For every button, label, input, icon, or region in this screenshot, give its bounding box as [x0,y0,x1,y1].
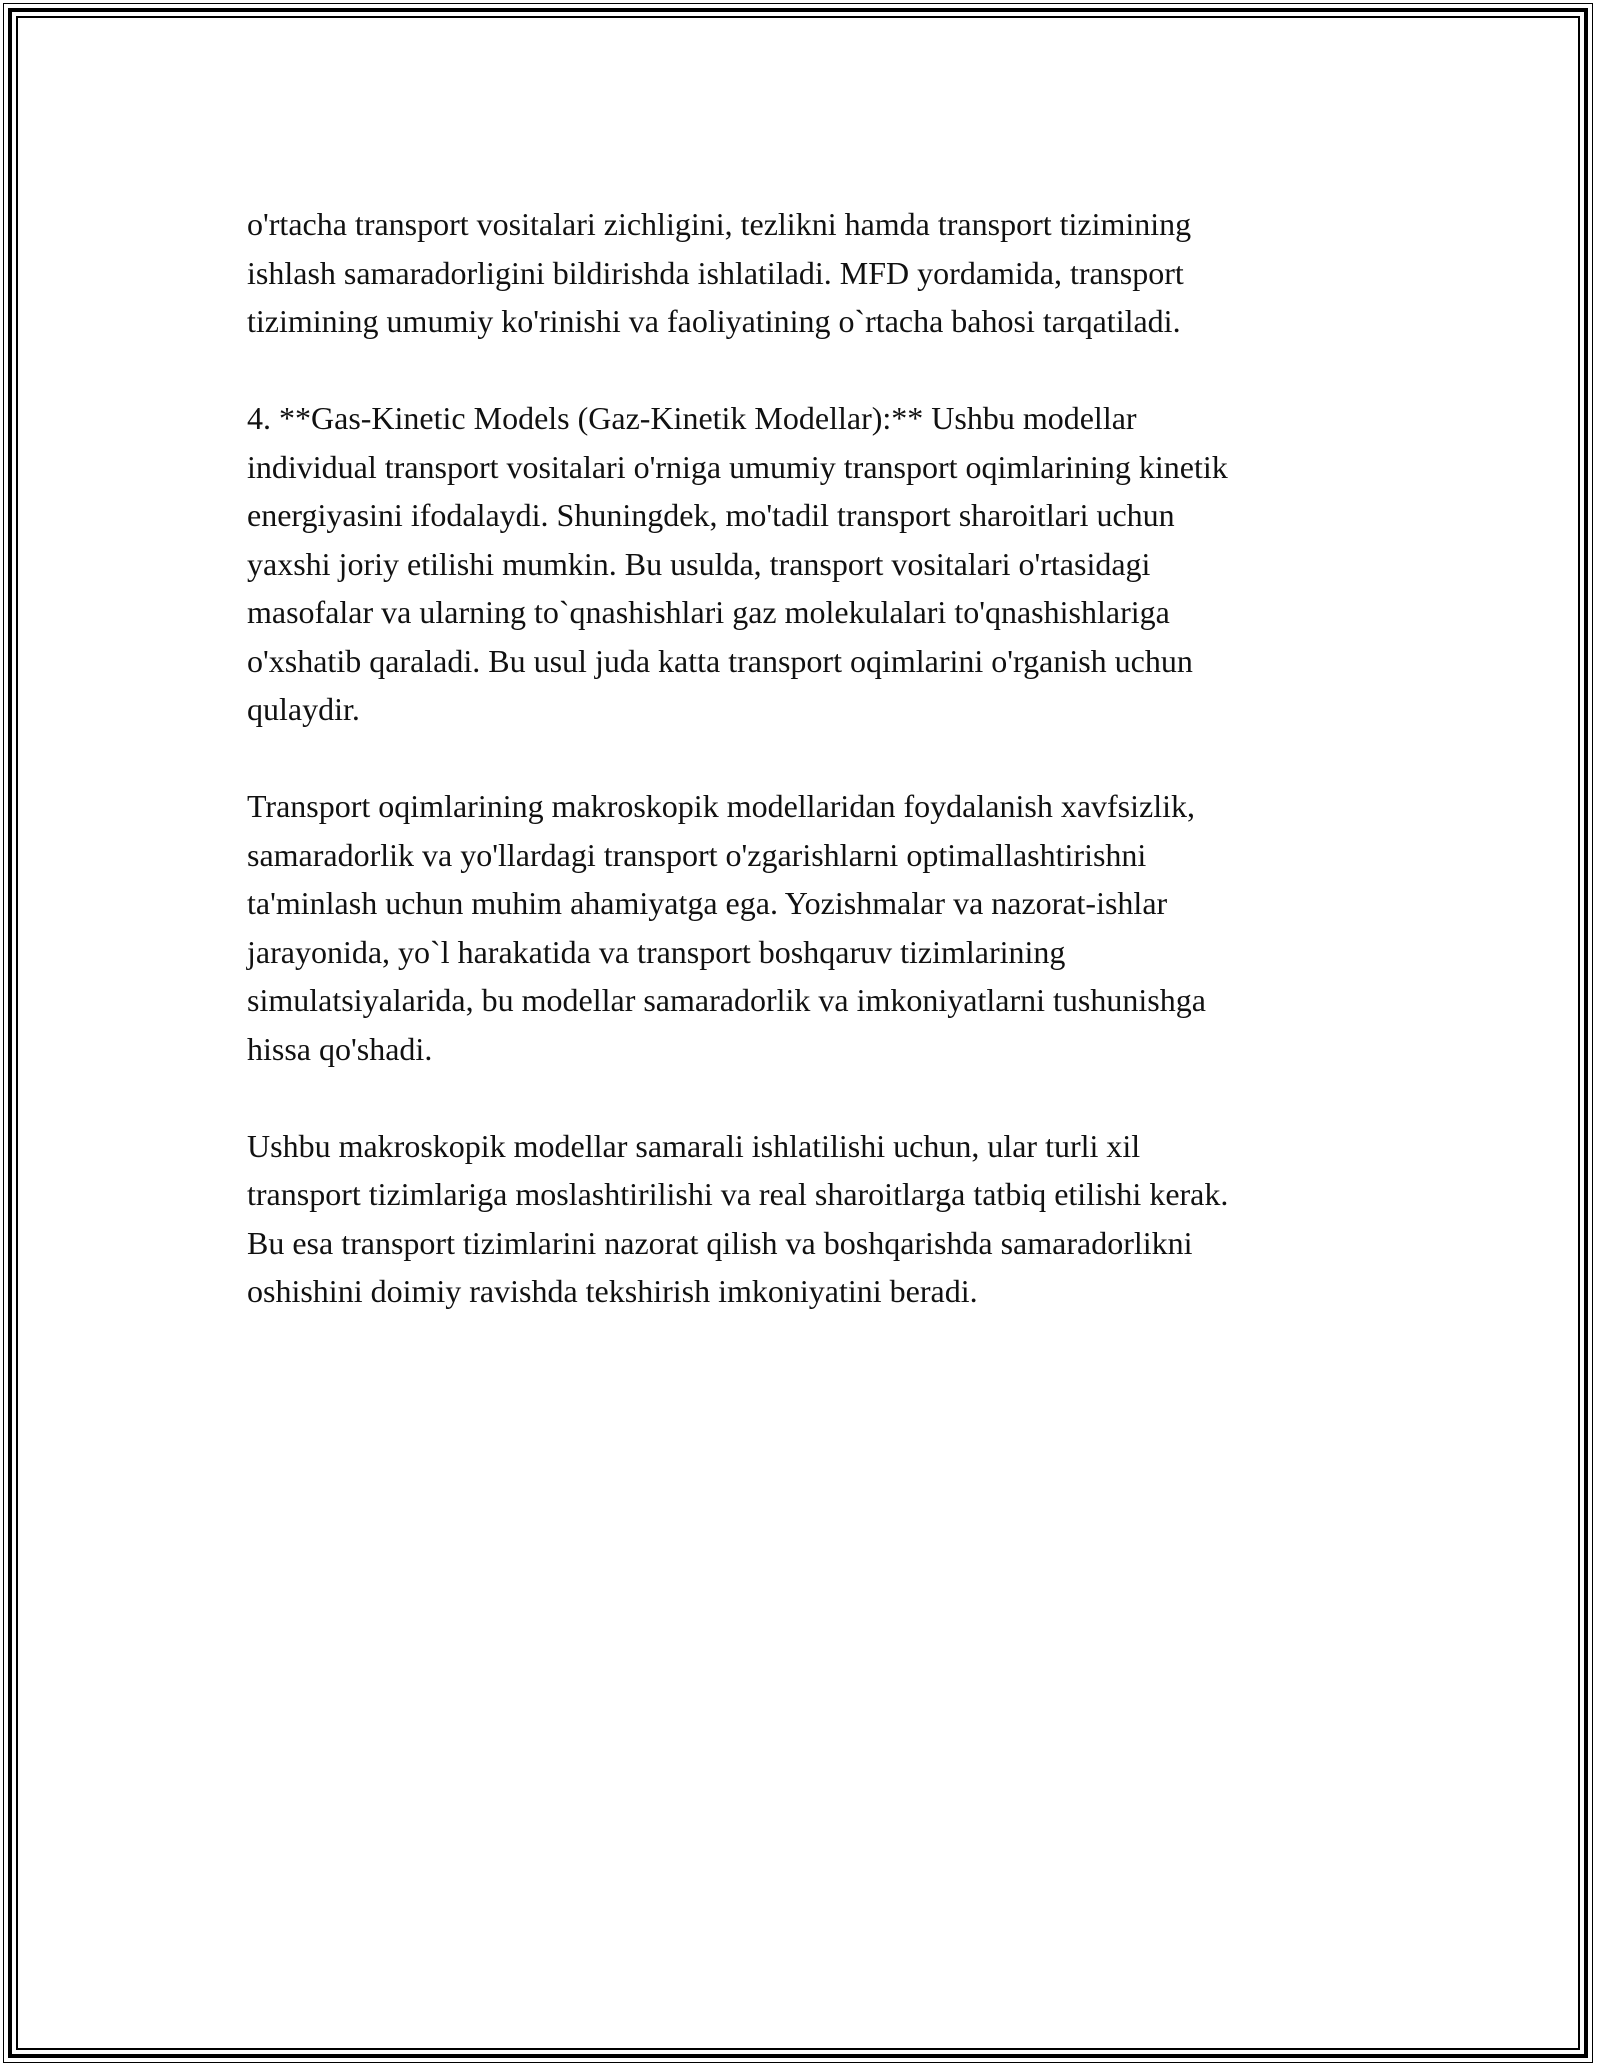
document-body [247,200,1377,1364]
paragraph-mfd-continuation: o'rtacha transport vositalari zichligini, tezlikni hamda transport tizimining ishlash samaradorligini bildirishda ishlatiladi. MFD yordamida, transport tizimining umumiy ko'rinishi va faoliyatining o`rtacha bahosi tarqatiladi. [247,206,1192,339]
paragraph-gas-kinetic-models: 4. **Gas-Kinetic Models (Gaz-Kinetik Modellar):** Ushbu modellar individual transport vositalari o'rniga umumiy transport oqimlarining kinetik energiyasini ifodalaydi. Shuningdek, mo'tadil transport sharoitlari uchun yaxshi joriy etilishi mumkin. Bu usulda, transport vositalari o'rtasidagi masofalar va ularning to`qnashishlari gaz molekulalari to'qnashishlariga o'xshatib qaraladi. Bu usul juda katta transport oqimlarini o'rganish uchun qulaydir. [247,400,1228,727]
paragraph-macroscopic-importance: Transport oqimlarining makroskopik modellaridan foydalanish xavfsizlik, samaradorlik va yo'llardagi transport o'zgarishlarni optimallashtirishni ta'minlash uchun muhim ahamiyatga ega. Yozishmalar va nazorat-ishlar jarayonida, yo`l harakatida va transport boshqaruv tizimlarining simulatsiyalarida, bu modellar samaradorlik va imkoniyatlarni tushunishga hissa qo'shadi. [247,788,1206,1067]
paragraph-conclusion: Ushbu makroskopik modellar samarali ishlatilishi uchun, ular turli xil transport tizimlariga moslashtirilishi va real sharoitlarga tatbiq etilishi kerak. Bu esa transport tizimlarini nazorat qilish va boshqarishda samaradorlikni oshishini doimiy ravishda tekshirish imkoniyatini beradi. [247,1127,1229,1309]
page-border [8,8,1588,2058]
